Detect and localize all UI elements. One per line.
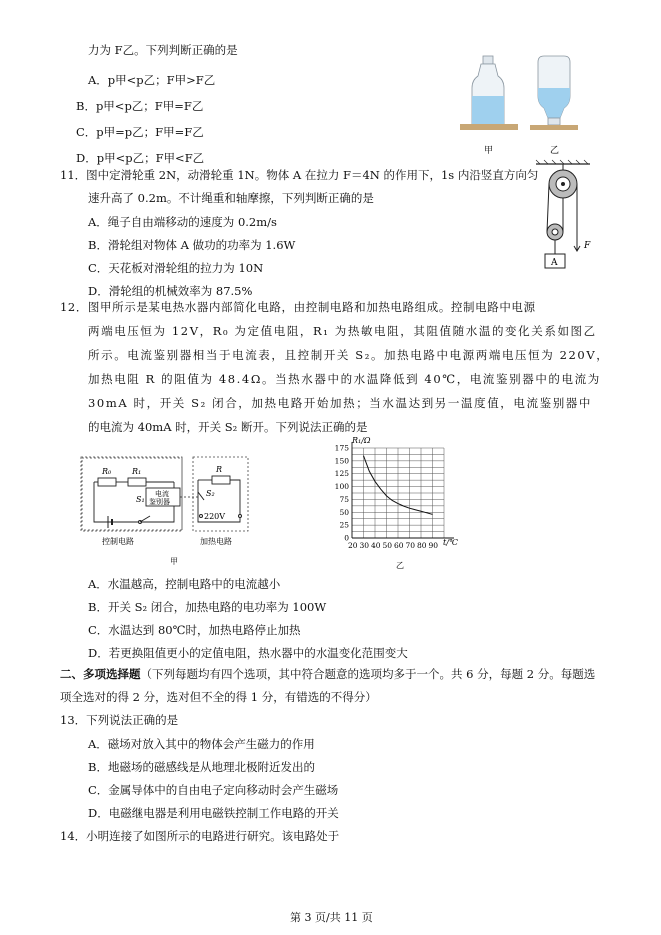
q10-option-a: A．p甲<p乙；F甲>F乙	[88, 73, 216, 87]
bottle-label-jia: 甲	[484, 146, 494, 156]
heating-circuit-caption: 加热电路	[200, 537, 232, 546]
chart-xlabel: t/℃	[443, 538, 458, 547]
chart-x-tick-label: 90	[428, 541, 439, 550]
q12-option-a: A．水温越高，控制电路中的电流越小	[88, 577, 281, 591]
q11-stem-line1: 11．图中定滑轮重 2N，动滑轮重 1N。物体 A 在拉力 F＝4N 的作用下，1s 内沿竖直方向匀	[60, 168, 539, 182]
q11-option-a: A．绳子自由端移动的速度为 0.2m/s	[88, 215, 277, 229]
chart-y-tick-label: 175	[334, 443, 349, 453]
section2-instructions: （下列每题均有四个选项，其中符合题意的选项均多于一个。共 6 分，每题 2 分。每题选	[140, 667, 596, 681]
bottle-upright	[460, 56, 518, 130]
circuit-label-r: R	[216, 465, 223, 474]
q13-option-c: C．金属导体中的自由电子定向移动时会产生磁场	[88, 783, 339, 797]
chart-y-tick-label: 50	[339, 507, 349, 517]
q12-option-c: C．水温达到 80℃时，加热电路停止加热	[88, 623, 301, 637]
chart-x-tick-label: 70	[405, 541, 416, 550]
q12-stem-line5: 30mA 时，开关 S₂ 闭合，加热电路开始加热；当水温达到另一温度值，电流鉴别器中	[88, 396, 592, 410]
q10-option-c: C．p甲=p乙；F甲=F乙	[76, 125, 204, 139]
pulley-label-f: F	[584, 241, 591, 251]
chart-x-tick-label: 60	[394, 541, 404, 550]
chart-x-tick-label: 50	[382, 541, 393, 550]
chart-y-tick-label: 0	[344, 533, 349, 543]
chart-y-tick-label: 125	[334, 469, 349, 479]
q11-option-d: D．滑轮组的机械效率为 87.5%	[88, 284, 253, 298]
circuit-fig-caption: 甲	[170, 557, 178, 566]
section2-heading: 二、多项选择题	[60, 667, 141, 681]
bottles-figure	[440, 48, 620, 160]
q12-option-d: D．若更换阻值更小的定值电阻，热水器中的水温变化范围变大	[88, 646, 408, 660]
page-footer: 第 3 页/共 11 页	[290, 911, 373, 924]
chart-y-tick-label: 150	[334, 456, 349, 466]
q11-option-c: C．天花板对滑轮组的拉力为 10N	[88, 261, 264, 275]
section2-line2: 项全选对的得 2 分，选对但不全的得 1 分，有错选的不得分）	[60, 690, 377, 704]
circuit-label-s1: S₁	[136, 495, 145, 504]
section2-line1	[60, 666, 595, 682]
chart-x-tick-label: 80	[417, 541, 427, 550]
q12-option-b: B．开关 S₂ 闭合，加热电路的电功率为 100W	[88, 600, 327, 614]
chart-ylabel: R₁/Ω	[352, 436, 371, 445]
bottle-label-yi: 乙	[550, 146, 560, 156]
chart-x-tick-label: 20	[348, 541, 358, 550]
q14-stem: 14．小明连接了如图所示的电路进行研究。该电路处于	[60, 829, 340, 843]
q10-option-b: B．p甲<p乙；F甲=F乙	[76, 99, 204, 113]
chart-y-tick-label: 25	[339, 520, 349, 530]
chart-x-tick-label: 30	[359, 541, 370, 550]
q12-stem-line6: 的电流为 40mA 时，开关 S₂ 断开。下列说法正确的是	[88, 420, 368, 434]
q10-stem-tail: 力为 F乙。下列判断正确的是	[88, 43, 238, 57]
q13-stem: 13．下列说法正确的是	[60, 713, 179, 727]
chart-caption: 乙	[396, 561, 404, 570]
q11-option-b: B．滑轮组对物体 A 做功的功率为 1.6W	[88, 238, 296, 252]
chart-y-tick-label: 100	[334, 482, 349, 492]
circuit-label-s2: S₂	[206, 489, 215, 498]
q12-stem-line4: 加热电阻 R 的阻值为 48.4Ω。当热水器中的水温降低到 40℃，电流鉴别器中的电流为	[88, 372, 601, 386]
bottle-inverted	[530, 56, 578, 130]
chart-x-tick-label: 40	[371, 541, 381, 550]
pulley-label-a: A	[551, 258, 558, 268]
q12-stem-line3: 所示。电流鉴别器相当于电流表，且控制开关 S₂。加热电路中电源两端电压恒为 220V，	[88, 348, 610, 362]
q12-stem-line2: 两端电压恒为 12V，R₀ 为定值电阻，R₁ 为热敏电阻，其阻值随水温的变化关系如图乙	[88, 324, 597, 338]
pulley-figure	[530, 158, 610, 278]
circuit-label-rt: R₁	[132, 467, 142, 476]
q11-stem-line2: 速升高了 0.2m。不计绳重和轴摩擦，下列判断正确的是	[88, 191, 374, 205]
q12-stem-line1: 12．图甲所示是某电热水器内部简化电路，由控制电路和加热电路组成。控制电路中电源	[60, 300, 536, 314]
control-circuit-caption: 控制电路	[102, 537, 134, 546]
q13-option-b: B．地磁场的磁感线是从地理北极附近发出的	[88, 760, 315, 774]
q10-option-d: D．p甲<p乙；F甲<F乙	[76, 151, 205, 165]
chart-y-tick-label: 75	[339, 494, 349, 504]
q13-option-a: A．磁场对放入其中的物体会产生磁力的作用	[88, 737, 315, 751]
detector-label-line1: 电流	[155, 490, 169, 498]
resistance-temperature-chart	[326, 434, 476, 576]
circuit-label-220v: 220V	[204, 512, 226, 521]
detector-label-line2: 鉴别器	[149, 498, 170, 506]
q13-option-d: D．电磁继电器是利用电磁铁控制工作电路的开关	[88, 806, 339, 820]
circuit-figure	[80, 452, 305, 570]
circuit-label-r0: R₀	[102, 467, 112, 476]
